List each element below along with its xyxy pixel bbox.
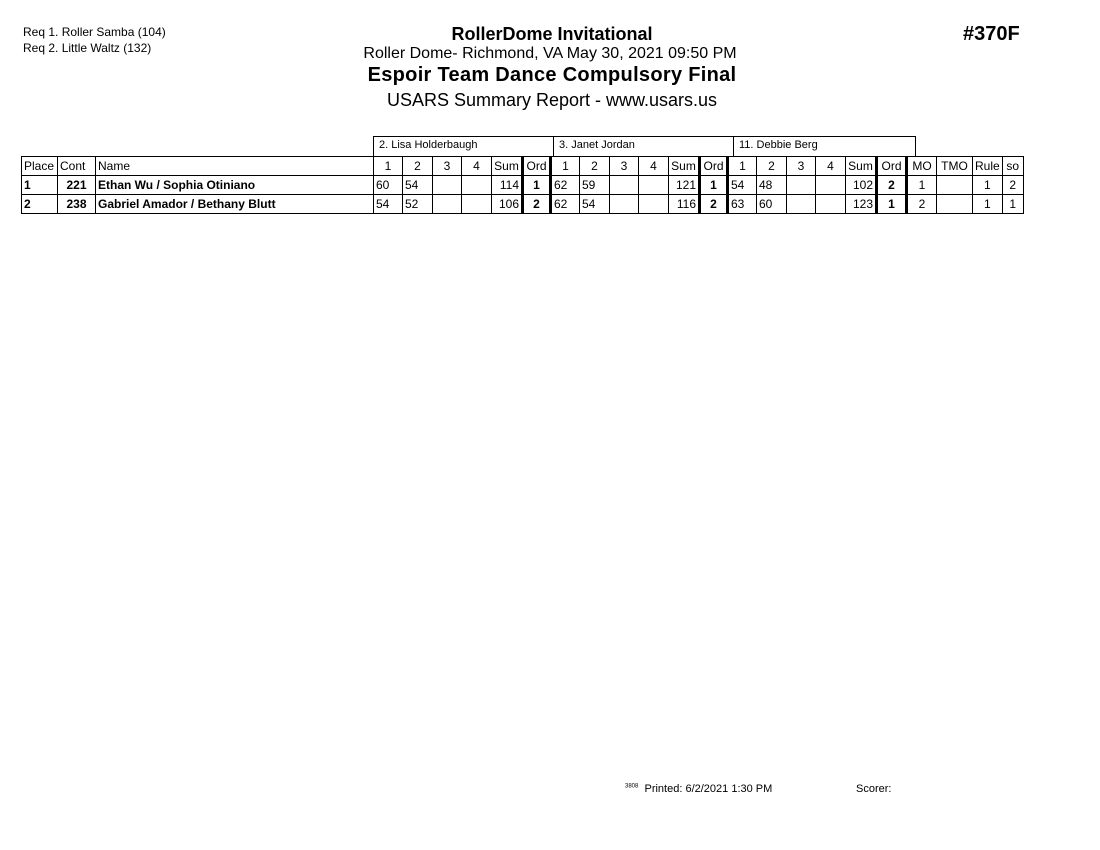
col-j3-1: 1 <box>728 157 757 176</box>
table-row <box>22 195 1024 214</box>
col-j2-sum: Sum <box>669 157 700 176</box>
score-cell: 54 <box>403 176 433 195</box>
name-cell: Gabriel Amador / Bethany Blutt <box>96 195 374 214</box>
sum-cell: 106 <box>492 195 523 214</box>
col-tmo: TMO <box>937 157 973 176</box>
mo-cell: 1 <box>907 176 937 195</box>
place-cell: 1 <box>22 176 58 195</box>
event-title: Espoir Team Dance Compulsory Final <box>367 64 737 86</box>
col-j2-3: 3 <box>610 157 639 176</box>
judge-header-2 <box>553 136 734 156</box>
sum-cell: 121 <box>669 176 700 195</box>
printed-date: Printed: 6/2/2021 1:30 PM <box>644 783 773 795</box>
score-cell: 59 <box>580 176 610 195</box>
col-j2-2: 2 <box>580 157 610 176</box>
col-j2-4: 4 <box>639 157 669 176</box>
score-cell <box>639 195 669 214</box>
score-cell: 48 <box>757 176 787 195</box>
score-cell <box>610 195 639 214</box>
judge-label: 2. Lisa Holderbaugh <box>379 139 478 151</box>
col-j2-ord: Ord <box>700 157 728 176</box>
so-cell: 1 <box>1002 195 1023 214</box>
location-date: Roller Dome- Richmond, VA May 30, 2021 09:50 PM <box>363 45 737 62</box>
score-cell: 52 <box>403 195 433 214</box>
tmo-cell <box>937 195 973 214</box>
rule-cell: 1 <box>973 176 1003 195</box>
judge-header-3 <box>733 136 916 156</box>
place-cell: 2 <box>22 195 58 214</box>
col-j3-3: 3 <box>787 157 816 176</box>
sum-cell: 123 <box>846 195 877 214</box>
score-cell: 60 <box>374 176 403 195</box>
ord-cell: 1 <box>700 176 728 195</box>
requirement-1: Req 1. Roller Samba (104) <box>23 25 166 39</box>
col-rule: Rule <box>973 157 1003 176</box>
scorer-label: Scorer: <box>856 783 892 795</box>
judge-label: 11. Debbie Berg <box>739 139 818 151</box>
col-j1-sum: Sum <box>492 157 523 176</box>
score-cell: 60 <box>757 195 787 214</box>
printed-line <box>625 783 772 795</box>
score-cell: 62 <box>551 195 580 214</box>
score-cell <box>462 176 492 195</box>
score-cell: 54 <box>374 195 403 214</box>
score-cell <box>610 176 639 195</box>
score-cell <box>433 176 462 195</box>
results-table <box>21 156 1024 214</box>
ord-cell: 2 <box>877 176 907 195</box>
col-j1-ord: Ord <box>523 157 551 176</box>
col-place: Place <box>22 157 58 176</box>
ord-cell: 1 <box>877 195 907 214</box>
col-j1-3: 3 <box>433 157 462 176</box>
score-cell: 54 <box>580 195 610 214</box>
sum-cell: 114 <box>492 176 523 195</box>
col-j1-4: 4 <box>462 157 492 176</box>
sum-cell: 116 <box>669 195 700 214</box>
col-j3-sum: Sum <box>846 157 877 176</box>
score-cell: 62 <box>551 176 580 195</box>
report-title: USARS Summary Report - www.usars.us <box>386 90 718 110</box>
cont-cell: 238 <box>58 195 96 214</box>
col-cont: Cont <box>58 157 96 176</box>
name-cell: Ethan Wu / Sophia Otiniano <box>96 176 374 195</box>
score-cell <box>462 195 492 214</box>
judge-label: 3. Janet Jordan <box>559 139 635 151</box>
score-cell: 63 <box>728 195 757 214</box>
ord-cell: 2 <box>700 195 728 214</box>
ord-cell: 2 <box>523 195 551 214</box>
col-name: Name <box>96 157 374 176</box>
competition-title: RollerDome Invitational <box>451 24 653 44</box>
col-mo: MO <box>907 157 937 176</box>
col-j1-1: 1 <box>374 157 403 176</box>
tmo-cell <box>937 176 973 195</box>
judge-header-1 <box>373 136 554 156</box>
col-j3-4: 4 <box>816 157 846 176</box>
footer-code: 3808 <box>625 783 639 790</box>
score-cell <box>639 176 669 195</box>
sum-cell: 102 <box>846 176 877 195</box>
ord-cell: 1 <box>523 176 551 195</box>
mo-cell: 2 <box>907 195 937 214</box>
requirement-2: Req 2. Little Waltz (132) <box>23 41 152 55</box>
col-j3-ord: Ord <box>877 157 907 176</box>
score-cell: 54 <box>728 176 757 195</box>
score-cell <box>816 195 846 214</box>
rule-cell: 1 <box>973 195 1003 214</box>
table-row <box>22 176 1024 195</box>
score-cell <box>787 195 816 214</box>
cont-cell: 221 <box>58 176 96 195</box>
col-j1-2: 2 <box>403 157 433 176</box>
score-cell <box>433 195 462 214</box>
col-j3-2: 2 <box>757 157 787 176</box>
score-cell <box>787 176 816 195</box>
score-cell <box>816 176 846 195</box>
col-so: so <box>1002 157 1023 176</box>
event-number: #370F <box>963 23 1020 45</box>
col-j2-1: 1 <box>551 157 580 176</box>
header-row <box>22 157 1024 176</box>
so-cell: 2 <box>1002 176 1023 195</box>
